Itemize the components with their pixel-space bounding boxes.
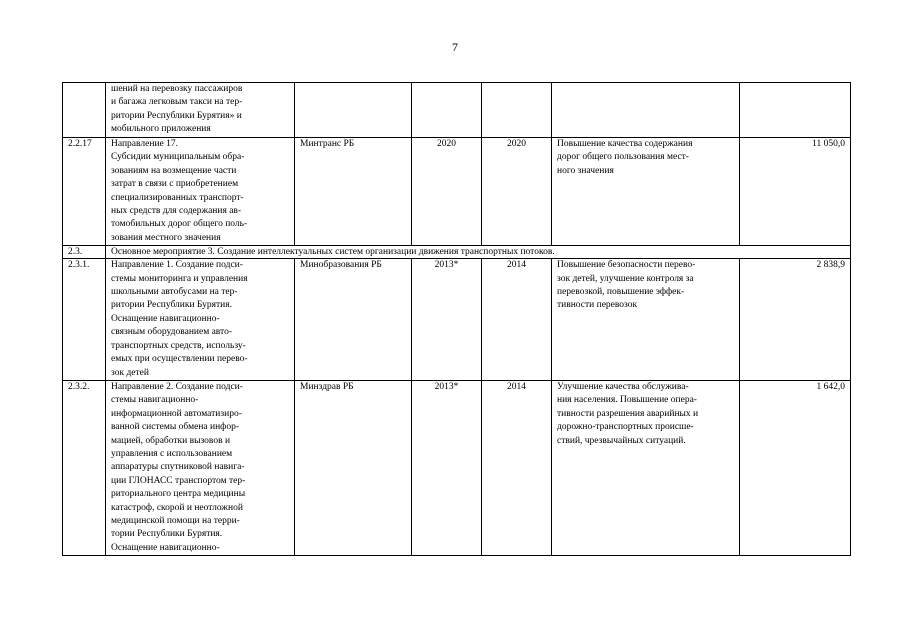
cell-executor: Минтранс РБ	[295, 138, 412, 246]
cell-start-year: 2013*	[412, 259, 482, 381]
cell-result: Улучшение качества обслужива- ния населения. Повышение опера- тивности разрешения аварийных и дорожно-транспортных происше- ствий, чрезвычайных ситуаций.	[552, 380, 740, 555]
cell-result: Повышение качества содержания дорог общего пользования мест- ного значения	[552, 138, 740, 246]
table-row-2-3-2	[63, 380, 851, 555]
section-title: Основное мероприятие 3. Создание интеллектуальных систем организации движения транспортных потоков.	[106, 246, 851, 259]
cell-code: 2.3.	[63, 246, 106, 259]
cell-amount: 1 642,0	[740, 380, 851, 555]
table-row-2-3-1	[63, 259, 851, 381]
cell-start-year	[412, 83, 482, 138]
cell-amount: 11 050,0	[740, 138, 851, 246]
page-number: 7	[452, 40, 458, 54]
cell-text: Направление 1. Создание подси- стемы мониторинга и управления школьными автобусами на тер- ритории Республики Бурятия. Оснащение навигационно- связным оборудованием авто- транспортных средств, использу- емых при осуществлении перево- зок детей	[106, 259, 295, 381]
cell-text: шений на перевозку пассажиров и багажа легковым такси на тер- ритории Республики Бурятия» и мобильного приложения	[106, 83, 295, 138]
cell-text: Направление 17. Субсидии муниципальным обра- зованиям на возмещение части затрат в связи с приобретением специализированных транспорт- ных средств для содержания ав- томобильных дорог общего поль- зования местного значения	[106, 138, 295, 246]
cell-end-year: 2014	[482, 259, 552, 381]
table-row-continuation	[63, 83, 851, 138]
table-row-2-2-17	[63, 138, 851, 246]
cell-end-year: 2020	[482, 138, 552, 246]
cell-start-year: 2013*	[412, 380, 482, 555]
table-row-section-2-3	[63, 246, 851, 259]
cell-text: Направление 2. Создание подси- стемы навигационно- информационной автоматизиро- ванной системы обмена инфор- мацией, обработки вызовов и управления с использованием аппаратуры спутниковой навига- ции ГЛОНАСС транспортом тер- риториального центра медицины катастроф, скорой и неотложной медицинской помощи на терри- тории Республики Бурятия. Оснащение навигационно-	[106, 380, 295, 555]
cell-executor: Минобразования РБ	[295, 259, 412, 381]
cell-executor: Минздрав РБ	[295, 380, 412, 555]
cell-code	[63, 83, 106, 138]
cell-end-year	[482, 83, 552, 138]
cell-end-year: 2014	[482, 380, 552, 555]
cell-amount	[740, 83, 851, 138]
cell-code: 2.3.1.	[63, 259, 106, 381]
cell-executor	[295, 83, 412, 138]
cell-amount: 2 838,9	[740, 259, 851, 381]
cell-start-year: 2020	[412, 138, 482, 246]
cell-result: Повышение безопасности перево- зок детей, улучшение контроля за перевозкой, повышение эффек- тивности перевозок	[552, 259, 740, 381]
cell-code: 2.2.17	[63, 138, 106, 246]
cell-code: 2.3.2.	[63, 380, 106, 555]
measures-table	[62, 82, 851, 556]
cell-result	[552, 83, 740, 138]
